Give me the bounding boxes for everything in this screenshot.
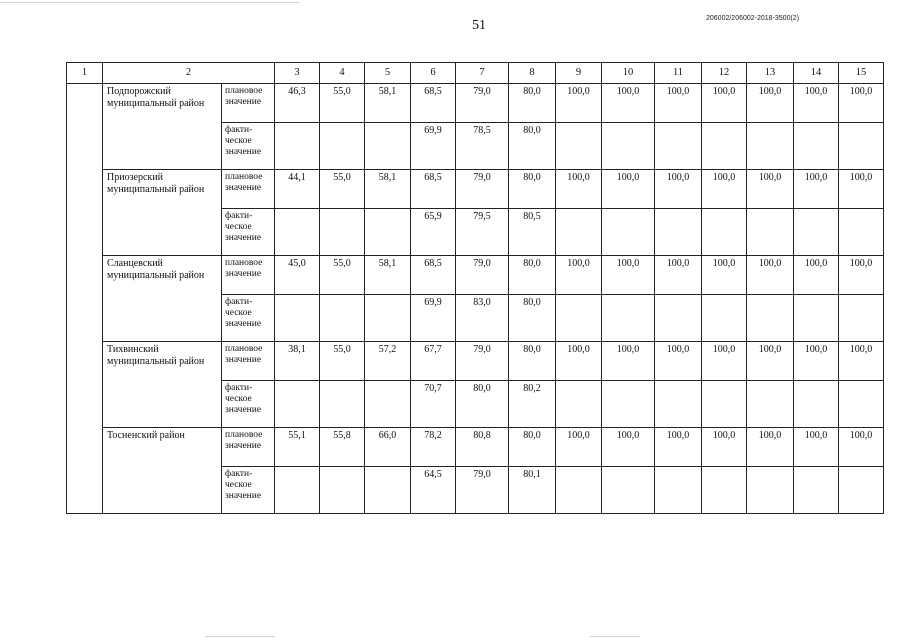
plan-value-cell: 45,0 (275, 256, 320, 295)
fact-value-cell (655, 467, 702, 514)
plan-label: плановое значение (222, 84, 275, 123)
fact-value-cell (794, 123, 839, 170)
plan-value-cell: 100,0 (839, 84, 884, 123)
fact-value-cell (365, 295, 411, 342)
plan-value-cell: 55,0 (320, 256, 365, 295)
fact-value-cell (320, 295, 365, 342)
plan-value-cell: 100,0 (747, 342, 794, 381)
plan-value-cell: 100,0 (747, 256, 794, 295)
fact-value-cell: 64,5 (411, 467, 456, 514)
plan-value-cell: 100,0 (839, 170, 884, 209)
fact-value-cell (794, 467, 839, 514)
table-row-plan (67, 84, 884, 123)
column-header: 14 (794, 63, 839, 84)
plan-value-cell: 100,0 (556, 170, 602, 209)
plan-value-cell: 44,1 (275, 170, 320, 209)
fact-value-cell (655, 123, 702, 170)
fact-value-cell: 78,5 (456, 123, 509, 170)
column-header: 2 (103, 63, 275, 84)
fact-value-cell: 80,0 (456, 381, 509, 428)
column-header: 10 (602, 63, 655, 84)
plan-value-cell: 55,8 (320, 428, 365, 467)
plan-value-cell: 100,0 (702, 84, 747, 123)
fact-value-cell (839, 123, 884, 170)
column-header: 9 (556, 63, 602, 84)
district-name: Тосненский район (103, 428, 222, 514)
plan-value-cell: 58,1 (365, 84, 411, 123)
fact-value-cell (747, 381, 794, 428)
plan-value-cell: 58,1 (365, 170, 411, 209)
plan-value-cell: 100,0 (702, 170, 747, 209)
table-row-plan (67, 428, 884, 467)
district-name: Тихвинский муниципальный район (103, 342, 222, 428)
plan-value-cell: 80,0 (509, 428, 556, 467)
scan-edge-top (0, 2, 300, 3)
plan-value-cell: 55,1 (275, 428, 320, 467)
fact-value-cell (602, 295, 655, 342)
fact-value-cell (275, 295, 320, 342)
plan-value-cell: 100,0 (602, 84, 655, 123)
fact-value-cell (365, 381, 411, 428)
column-header: 8 (509, 63, 556, 84)
district-name: Приозерский муниципальный район (103, 170, 222, 256)
column-header: 12 (702, 63, 747, 84)
column-header: 11 (655, 63, 702, 84)
document-id: 206002/206002-2018-3500(2) (706, 15, 800, 22)
plan-value-cell: 100,0 (702, 428, 747, 467)
plan-value-cell: 100,0 (702, 256, 747, 295)
plan-value-cell: 80,8 (456, 428, 509, 467)
plan-label: плановое значение (222, 170, 275, 209)
table-row-plan (67, 256, 884, 295)
fact-value-cell (320, 381, 365, 428)
plan-value-cell: 67,7 (411, 342, 456, 381)
district-name: Сланцевский муниципальный район (103, 256, 222, 342)
column-header: 6 (411, 63, 456, 84)
fact-value-cell (794, 381, 839, 428)
fact-value-cell (747, 467, 794, 514)
plan-value-cell: 100,0 (556, 428, 602, 467)
column-header: 7 (456, 63, 509, 84)
table-header-row (67, 63, 884, 84)
fact-value-cell (275, 381, 320, 428)
fact-value-cell (275, 123, 320, 170)
plan-value-cell: 100,0 (794, 256, 839, 295)
fact-label: факти-ческое значение (222, 209, 275, 256)
plan-value-cell: 80,0 (509, 170, 556, 209)
plan-value-cell: 46,3 (275, 84, 320, 123)
fact-value-cell (556, 295, 602, 342)
plan-label: плановое значение (222, 342, 275, 381)
fact-value-cell (655, 209, 702, 256)
fact-value-cell (275, 209, 320, 256)
plan-label: плановое значение (222, 428, 275, 467)
fact-value-cell (747, 295, 794, 342)
page-number: 51 (472, 18, 486, 33)
plan-value-cell: 100,0 (655, 256, 702, 295)
plan-value-cell: 100,0 (747, 428, 794, 467)
plan-value-cell: 38,1 (275, 342, 320, 381)
fact-label: факти-ческое значение (222, 381, 275, 428)
fact-label: факти-ческое значение (222, 295, 275, 342)
column-header: 5 (365, 63, 411, 84)
table-row-plan (67, 170, 884, 209)
fact-value-cell (702, 467, 747, 514)
plan-value-cell: 100,0 (747, 170, 794, 209)
fact-value-cell (702, 295, 747, 342)
fact-value-cell (839, 467, 884, 514)
fact-value-cell: 79,0 (456, 467, 509, 514)
plan-value-cell: 80,0 (509, 256, 556, 295)
plan-value-cell: 79,0 (456, 256, 509, 295)
plan-value-cell: 100,0 (839, 256, 884, 295)
fact-value-cell (655, 381, 702, 428)
plan-value-cell: 68,5 (411, 170, 456, 209)
fact-value-cell: 80,0 (509, 123, 556, 170)
plan-value-cell: 80,0 (509, 84, 556, 123)
plan-value-cell: 100,0 (556, 256, 602, 295)
plan-value-cell: 100,0 (655, 170, 702, 209)
plan-value-cell: 100,0 (556, 84, 602, 123)
fact-value-cell: 80,5 (509, 209, 556, 256)
fact-value-cell (365, 123, 411, 170)
plan-value-cell: 79,0 (456, 342, 509, 381)
plan-value-cell: 68,5 (411, 256, 456, 295)
plan-value-cell: 100,0 (602, 256, 655, 295)
fact-value-cell (556, 123, 602, 170)
scan-edge-bottom (205, 636, 275, 637)
plan-value-cell: 100,0 (655, 342, 702, 381)
fact-value-cell (747, 209, 794, 256)
plan-value-cell: 100,0 (794, 428, 839, 467)
plan-value-cell: 57,2 (365, 342, 411, 381)
fact-value-cell (839, 209, 884, 256)
fact-value-cell (794, 295, 839, 342)
fact-value-cell (839, 295, 884, 342)
plan-value-cell: 100,0 (556, 342, 602, 381)
indicator-table (66, 62, 884, 514)
fact-value-cell: 83,0 (456, 295, 509, 342)
fact-value-cell: 79,5 (456, 209, 509, 256)
district-name: Подпорожский муниципальный район (103, 84, 222, 170)
plan-value-cell: 100,0 (655, 84, 702, 123)
fact-value-cell (702, 209, 747, 256)
plan-value-cell: 68,5 (411, 84, 456, 123)
fact-value-cell (602, 123, 655, 170)
fact-label: факти-ческое значение (222, 467, 275, 514)
fact-value-cell: 80,2 (509, 381, 556, 428)
plan-value-cell: 55,0 (320, 170, 365, 209)
fact-value-cell (602, 209, 655, 256)
fact-value-cell (702, 381, 747, 428)
fact-value-cell: 80,1 (509, 467, 556, 514)
plan-value-cell: 100,0 (602, 342, 655, 381)
fact-value-cell (320, 123, 365, 170)
column-header: 15 (839, 63, 884, 84)
plan-value-cell: 100,0 (602, 428, 655, 467)
fact-value-cell (747, 123, 794, 170)
plan-value-cell: 78,2 (411, 428, 456, 467)
fact-value-cell (655, 295, 702, 342)
plan-value-cell: 100,0 (747, 84, 794, 123)
fact-value-cell (839, 381, 884, 428)
fact-value-cell (556, 209, 602, 256)
fact-value-cell (556, 381, 602, 428)
plan-label: плановое значение (222, 256, 275, 295)
plan-value-cell: 100,0 (839, 428, 884, 467)
fact-value-cell (365, 209, 411, 256)
fact-value-cell: 65,9 (411, 209, 456, 256)
column-header: 4 (320, 63, 365, 84)
plan-value-cell: 100,0 (602, 170, 655, 209)
fact-value-cell (320, 467, 365, 514)
scan-edge-bottom (590, 636, 640, 637)
plan-value-cell: 100,0 (839, 342, 884, 381)
row-number-cell (67, 84, 103, 514)
plan-value-cell: 55,0 (320, 342, 365, 381)
plan-value-cell: 79,0 (456, 170, 509, 209)
fact-value-cell (794, 209, 839, 256)
fact-value-cell (556, 467, 602, 514)
plan-value-cell: 100,0 (794, 342, 839, 381)
plan-value-cell: 100,0 (794, 84, 839, 123)
fact-value-cell (365, 467, 411, 514)
fact-value-cell: 69,9 (411, 295, 456, 342)
column-header: 1 (67, 63, 103, 84)
plan-value-cell: 55,0 (320, 84, 365, 123)
table-row-plan (67, 342, 884, 381)
fact-value-cell (602, 381, 655, 428)
plan-value-cell: 58,1 (365, 256, 411, 295)
plan-value-cell: 80,0 (509, 342, 556, 381)
column-header: 13 (747, 63, 794, 84)
fact-value-cell (320, 209, 365, 256)
plan-value-cell: 79,0 (456, 84, 509, 123)
plan-value-cell: 100,0 (794, 170, 839, 209)
fact-value-cell: 80,0 (509, 295, 556, 342)
plan-value-cell: 100,0 (655, 428, 702, 467)
column-header: 3 (275, 63, 320, 84)
plan-value-cell: 100,0 (702, 342, 747, 381)
fact-value-cell (702, 123, 747, 170)
fact-value-cell: 70,7 (411, 381, 456, 428)
fact-label: факти-ческое значение (222, 123, 275, 170)
plan-value-cell: 66,0 (365, 428, 411, 467)
fact-value-cell (602, 467, 655, 514)
fact-value-cell (275, 467, 320, 514)
fact-value-cell: 69,9 (411, 123, 456, 170)
